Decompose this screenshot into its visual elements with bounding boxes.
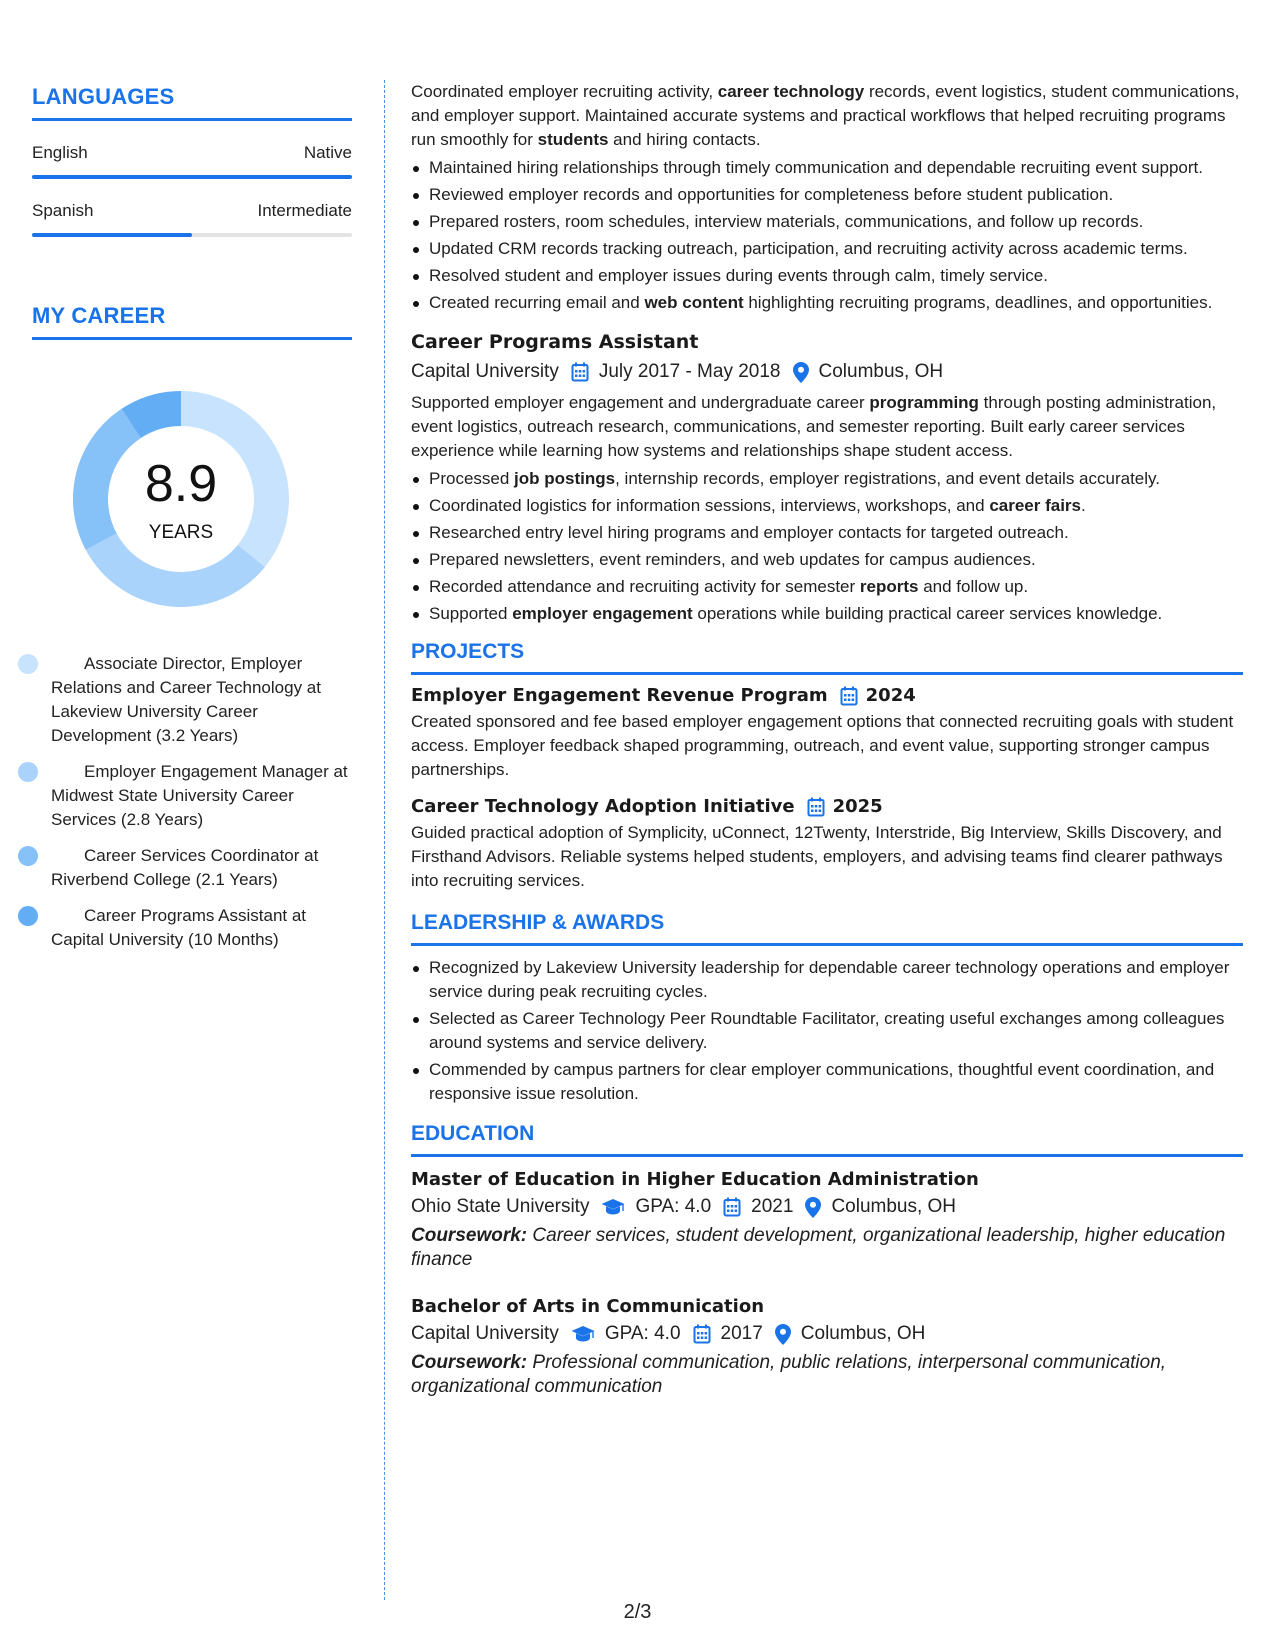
language-proficiency-fill — [32, 233, 192, 237]
coursework-label: Coursework: — [411, 1352, 528, 1373]
bullet-item — [411, 521, 1243, 545]
graduation-year: 2017 — [720, 1323, 763, 1344]
location-pin-icon — [793, 362, 809, 383]
career-item — [51, 652, 352, 748]
summary-text: and hiring contacts. — [608, 130, 761, 149]
bullet-item — [411, 494, 1243, 518]
bullet-keyword: reports — [859, 577, 919, 596]
summary-keyword: career technology — [717, 82, 865, 101]
career-heading: MY CAREER — [32, 303, 166, 328]
leadership-heading: LEADERSHIP & AWARDS — [411, 911, 665, 934]
bullet-item: Resolved student and employer issues during events through calm, timely service. — [411, 264, 1243, 288]
coursework-text: Professional communication, public relations, interpersonal communication, organizational communication — [411, 1352, 1167, 1397]
bullet-text: highlighting recruiting programs, deadlines, and opportunities. — [743, 293, 1213, 312]
job-title: Career Programs Assistant — [411, 331, 699, 353]
school-location: Columbus, OH — [831, 1196, 957, 1217]
bullet-text: Created recurring email and — [429, 293, 645, 312]
career-legend-dot — [18, 906, 38, 926]
language-proficiency-fill — [32, 175, 352, 179]
coursework — [411, 1351, 1243, 1399]
language-name: Spanish — [32, 201, 94, 220]
career-item-text: Employer Engagement Manager at Midwest State University Career Services (2.8 Years) — [51, 762, 348, 829]
bullet-item: Selected as Career Technology Peer Roundtable Facilitator, creating useful exchanges among colleagues around systems and service delivery. — [411, 1007, 1243, 1055]
career-years-donut — [66, 384, 296, 614]
bullet-text: Recorded attendance and recruiting activity for semester — [429, 577, 860, 596]
career-item — [51, 844, 352, 892]
project-year: 2024 — [865, 685, 916, 706]
bullet-item: Maintained hiring relationships through timely communication and dependable recruiting event support. — [411, 156, 1243, 180]
section-rule — [411, 1154, 1243, 1157]
projects-heading: PROJECTS — [411, 640, 525, 663]
degree-title: Master of Education in Higher Education Administration — [411, 1169, 979, 1190]
language-level: Native — [303, 143, 352, 162]
summary-keyword: students — [537, 130, 609, 149]
education-meta — [411, 1196, 1243, 1218]
bullet-item — [411, 548, 1243, 572]
bullet-item: Commended by campus partners for clear employer communications, thoughtful event coordination, and responsive issue resolution. — [411, 1058, 1243, 1106]
project-description: Created sponsored and fee based employer engagement options that connected recruiting goals with student access. Employer feedback shaped programming, outreach, and event value, supporting stronger campus partnerships. — [411, 712, 1234, 779]
bullet-item — [411, 291, 1243, 315]
summary-text: records, event logistics, student communications, and employer support. Maintained accurate systems and practical workflows that helped recruiting programs run smoothly for — [411, 82, 1240, 149]
job-location: Columbus, OH — [818, 361, 944, 382]
graduation-cap-icon — [571, 1325, 595, 1343]
career-item — [51, 760, 352, 832]
gpa: GPA: 4.0 — [635, 1196, 712, 1217]
location-pin-icon — [805, 1197, 821, 1218]
project-item — [411, 796, 1243, 893]
left-column — [32, 84, 352, 964]
total-years-value: 8.9 — [144, 455, 218, 513]
career-legend-dot — [18, 846, 38, 866]
calendar-icon — [840, 686, 858, 706]
language-name: English — [32, 143, 88, 162]
summary-text: through posting administration, event logistics, outreach research, communications, and semester reporting. Built early career services experience while learning how systems and relationships shape student access. — [411, 393, 1217, 460]
bullet-item: Reviewed employer records and opportunities for completeness before student publication. — [411, 183, 1243, 207]
bullet-item: Recognized by Lakeview University leadership for dependable career technology operations and employer service during peak recruiting cycles. — [411, 956, 1243, 1004]
gpa: GPA: 4.0 — [604, 1323, 681, 1344]
section-rule — [411, 943, 1243, 946]
leadership-bullets — [411, 956, 1243, 1106]
bullet-keyword: job postings — [514, 469, 616, 488]
bullet-item: Prepared rosters, room schedules, interview materials, communications, and follow up records. — [411, 210, 1243, 234]
project-year: 2025 — [832, 796, 883, 817]
language-proficiency-bar — [32, 175, 352, 179]
bullet-text: Prepared newsletters, event reminders, and web updates for campus audiences. — [429, 550, 1036, 569]
calendar-icon — [807, 797, 825, 817]
school-name: Capital University — [411, 1323, 559, 1344]
language-item — [32, 143, 352, 179]
language-proficiency-bar — [32, 233, 352, 237]
bullet-item: Updated CRM records tracking outreach, participation, and recruiting activity across academic terms. — [411, 237, 1243, 261]
section-rule — [411, 672, 1243, 675]
education-item — [411, 1296, 1243, 1399]
calendar-icon — [723, 1197, 741, 1217]
page-number: 2/3 — [623, 1601, 652, 1623]
career-legend-dot — [18, 762, 38, 782]
project-name: Employer Engagement Revenue Program — [411, 685, 828, 706]
experience-bullets — [411, 156, 1243, 315]
project-item — [411, 685, 1243, 782]
summary-keyword: programming — [869, 393, 979, 412]
project-description: Guided practical adoption of Symplicity, uConnect, 12Twenty, Interstride, Big Interview, Skills Discovery, and Firsthand Advisors. Reliable systems helped students, employers, and advising teams find clearer pathways into recruiting services. — [411, 823, 1223, 890]
bullet-item — [411, 602, 1243, 626]
job-summary — [411, 391, 1243, 463]
career-list — [32, 652, 352, 952]
bullet-text: Supported — [429, 604, 513, 623]
section-rule — [32, 337, 352, 340]
career-item-text: Career Services Coordinator at Riverbend College (2.1 Years) — [51, 846, 319, 889]
school-location: Columbus, OH — [800, 1323, 926, 1344]
career-legend-dot — [18, 654, 38, 674]
language-level: Intermediate — [257, 201, 352, 220]
project-name: Career Technology Adoption Initiative — [411, 796, 795, 817]
right-column — [411, 80, 1243, 1399]
total-years-unit: YEARS — [148, 522, 214, 543]
bullet-keyword: web content — [644, 293, 744, 312]
language-item — [32, 201, 352, 237]
bullet-text: Coordinated logistics for information sessions, interviews, workshops, and — [429, 496, 990, 515]
section-rule — [32, 118, 352, 121]
languages-heading: LANGUAGES — [32, 84, 175, 109]
graduation-cap-icon — [601, 1198, 625, 1216]
job-meta — [411, 361, 1243, 383]
coursework-text: Career services, student development, organizational leadership, higher education finance — [411, 1225, 1226, 1270]
career-item-text: Associate Director, Employer Relations and Career Technology at Lakeview University Career Development (3.2 Years) — [51, 654, 321, 745]
job-dates: July 2017 - May 2018 — [598, 361, 781, 382]
bullet-item — [411, 575, 1243, 599]
summary-text: Coordinated employer recruiting activity, — [411, 82, 718, 101]
donut-segment — [86, 533, 265, 607]
summary-text: Supported employer engagement and undergraduate career — [411, 393, 870, 412]
education-meta — [411, 1323, 1243, 1345]
column-divider — [384, 80, 385, 1600]
school-name: Ohio State University — [411, 1196, 590, 1217]
job-company: Capital University — [411, 361, 559, 382]
coursework-label: Coursework: — [411, 1225, 528, 1246]
location-pin-icon — [775, 1324, 791, 1345]
calendar-icon — [571, 362, 589, 382]
coursework — [411, 1224, 1243, 1272]
career-item-text: Career Programs Assistant at Capital University (10 Months) — [51, 906, 307, 949]
bullet-keyword: employer engagement — [512, 604, 693, 623]
bullet-text: operations while building practical career services knowledge. — [692, 604, 1163, 623]
career-item — [51, 904, 352, 952]
experience-summary — [411, 80, 1243, 152]
bullet-text: Researched entry level hiring programs and employer contacts for targeted outreach. — [429, 523, 1069, 542]
graduation-year: 2021 — [751, 1196, 794, 1217]
education-heading: EDUCATION — [411, 1122, 535, 1145]
calendar-icon — [693, 1324, 711, 1344]
bullet-text: . — [1081, 496, 1086, 515]
degree-title: Bachelor of Arts in Communication — [411, 1296, 765, 1317]
bullet-item — [411, 467, 1243, 491]
bullet-keyword: career fairs — [989, 496, 1081, 515]
bullet-text: , internship records, employer registrations, and event details accurately. — [615, 469, 1160, 488]
bullet-text: and follow up. — [918, 577, 1029, 596]
bullet-text: Processed — [429, 469, 515, 488]
job-bullets — [411, 467, 1243, 626]
education-item — [411, 1169, 1243, 1272]
